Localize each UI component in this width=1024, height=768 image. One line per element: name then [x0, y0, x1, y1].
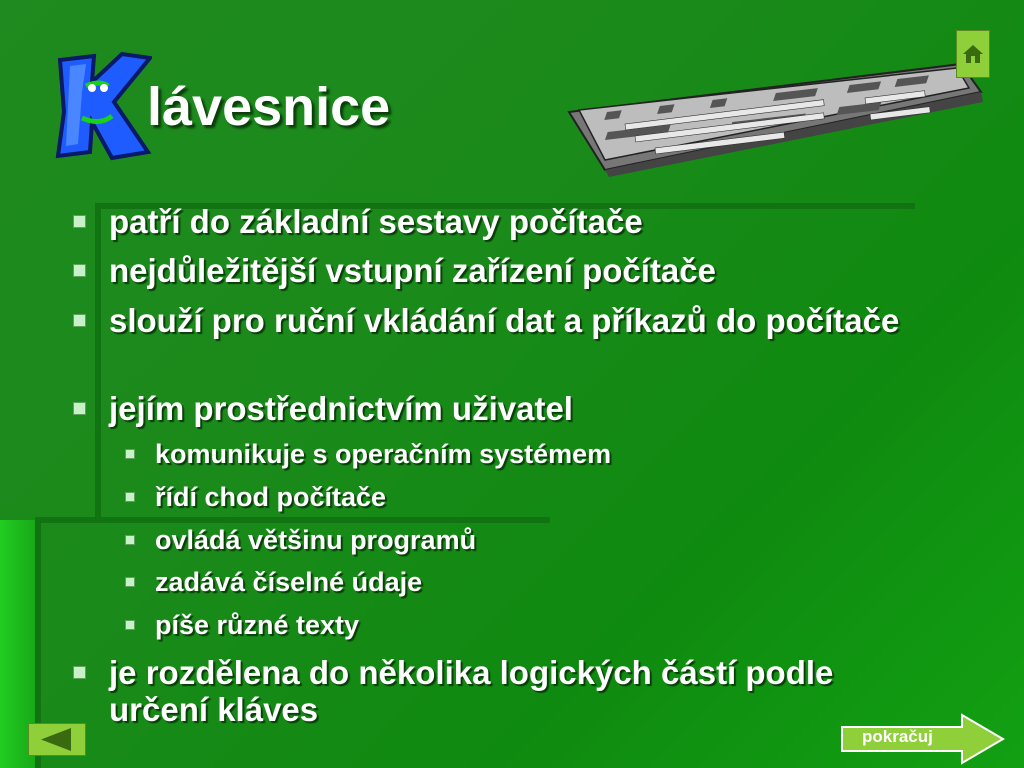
sub-bullet-item: [125, 481, 386, 513]
back-button[interactable]: [28, 723, 86, 756]
keyboard-icon: [565, 52, 985, 177]
sub-bullet-item: [125, 609, 359, 641]
bullet-marker: [73, 666, 86, 679]
bullet-text: jejím prostřednictvím uživatel: [109, 390, 573, 427]
sub-bullet-text: komunikuje s operačním systémem: [155, 439, 612, 469]
bullet-text: je rozdělena do několika logických částí podle určení kláves: [109, 654, 834, 728]
bullet-marker: [73, 215, 86, 228]
bullet-marker: [73, 264, 86, 277]
bullet-text: slouží pro ruční vkládání dat a příkazů do počítače: [109, 302, 900, 339]
home-icon: [962, 44, 984, 64]
sub-bullet-marker: [125, 620, 135, 630]
sub-bullet-text: ovládá většinu programů: [155, 525, 477, 555]
page-title: lávesnice: [147, 77, 391, 137]
sub-bullet-marker: [125, 535, 135, 545]
bullet-text: patří do základní sestavy počítače: [109, 203, 643, 240]
bullet-item: [73, 252, 716, 289]
sub-bullet-item: [125, 566, 422, 598]
sub-bullet-marker: [125, 449, 135, 459]
sub-bullet-marker: [125, 492, 135, 502]
sub-bullet-text: řídí chod počítače: [155, 482, 387, 512]
decor-line: [35, 517, 550, 523]
next-button-label[interactable]: pokračuj: [862, 727, 933, 746]
bullet-item: [73, 390, 573, 427]
bullet-item: [73, 302, 953, 339]
back-arrow-icon: [29, 724, 85, 755]
decor-line: [95, 203, 101, 523]
home-button[interactable]: [956, 30, 990, 78]
bullet-marker: [73, 314, 86, 327]
bullet-text: nejdůležitější vstupní zařízení počítače: [109, 252, 716, 289]
sub-bullet-text: píše různé texty: [155, 610, 360, 640]
bullet-marker: [73, 402, 86, 415]
bullet-item: [73, 654, 953, 728]
sub-bullet-item: [125, 438, 611, 470]
sub-bullet-text: zadává číselné údaje: [155, 567, 423, 597]
blue-k-letter-icon: [52, 52, 152, 162]
bullet-item: [73, 203, 643, 240]
sub-bullet-item: [125, 524, 476, 556]
sub-bullet-marker: [125, 577, 135, 587]
